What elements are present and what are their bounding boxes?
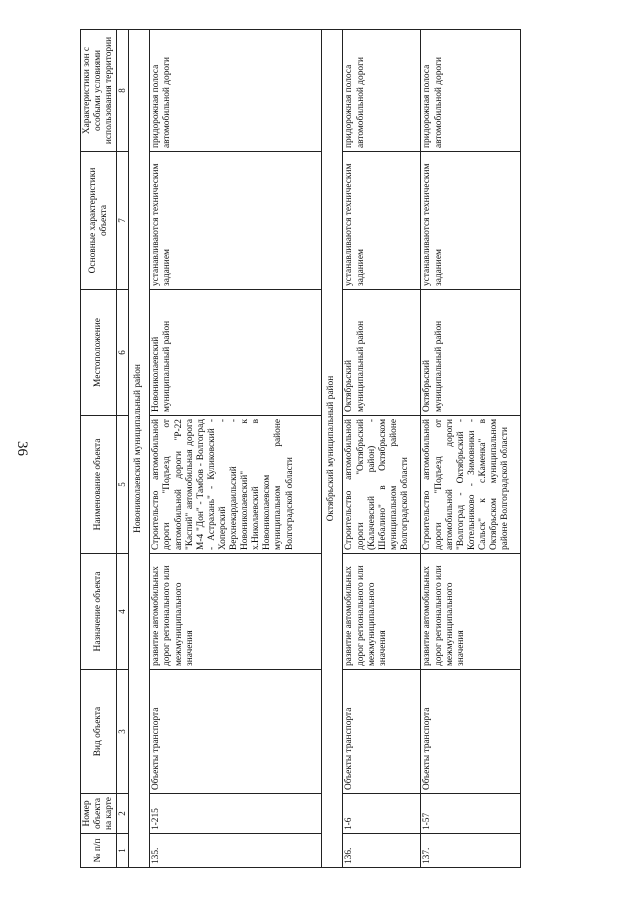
rotated-page-content [80,30,632,868]
object-name: Строительство автомобильной дороги "Подъезд от автомобильной дороги "Р-22 "Каспий" автомобильная дорога М-4 "Дон" - Тамбов - Волгоград - Астрахань" - Куликовский - Хоперский - Верхнекардаильский - Новониколаевский" к х.Николаевский в Новониколаевском муниципальном районе Волгоградской области [150,416,322,554]
zone-characteristics: придорожная полоса автомобильной дороги [421,30,521,152]
objects-register-table [80,29,521,868]
object-kind: Объекты транспорта [150,670,322,794]
column-number: 7 [117,152,129,290]
object-characteristics: устанавливаются техническим заданием [343,152,421,290]
table-row [343,30,421,868]
object-purpose: развитие автомобильных дорог регионального или межмуниципального значения [343,554,421,670]
column-number: 5 [117,416,129,554]
object-location: Октябрьский муниципальный район [343,290,421,416]
section-heading-row [322,30,343,868]
header-cell: Основные характеристики объекта [81,152,117,290]
object-characteristics: устанавливаются техническим заданием [150,152,322,290]
map-object-number: 1-57 [421,794,521,834]
row-number: 135. [150,834,322,868]
object-kind: Объекты транспорта [421,670,521,794]
header-cell: Характеристики зон с особыми условиями использования территории [81,30,117,152]
column-number: 8 [117,30,129,152]
page-number: 36 [14,441,30,456]
header-cell: Назначение объекта [81,554,117,670]
row-number: 136. [343,834,421,868]
header-cell: Наименование объекта [81,416,117,554]
object-kind: Объекты транспорта [343,670,421,794]
column-number: 2 [117,794,129,834]
table-row [150,30,322,868]
column-numbers-row [117,30,129,868]
header-cell: Местоположение [81,290,117,416]
object-name: Строительство автомобильной дороги "Октябрьский (Калачевский район) - Шебалино" в Октябрьском муниципальном районе Волгоградской области [343,416,421,554]
zone-characteristics: придорожная полоса автомобильной дороги [343,30,421,152]
object-characteristics: устанавливаются техническим заданием [421,152,521,290]
map-object-number: 1-215 [150,794,322,834]
header-cell: № п/п [81,834,117,868]
object-name: Строительство автомобильной дороги "Подъезд от автомобильной дороги "Волгоград - Октябрьский - Котельниково - Зимовники - Сальск" к с.Каменка" в Октябрьском муниципальном районе Волгоградской области [421,416,521,554]
column-number: 3 [117,670,129,794]
object-location: Октябрьский муниципальный район [421,290,521,416]
zone-characteristics: придорожная полоса автомобильной дороги [150,30,322,152]
header-cell: Номер объекта на карте [81,794,117,834]
column-number: 6 [117,290,129,416]
row-number: 137. [421,834,521,868]
section-heading-row [129,30,150,868]
column-number: 4 [117,554,129,670]
table-header-row [81,30,117,868]
table-row [421,30,521,868]
object-purpose: развитие автомобильных дорог регионального или межмуниципального значения [150,554,322,670]
section-title: Октябрьский муниципальный район [322,30,343,868]
object-purpose: развитие автомобильных дорог регионального или межмуниципального значения [421,554,521,670]
section-title: Новониколаевский муниципальный район [129,30,150,868]
header-cell: Вид объекта [81,670,117,794]
object-location: Новониколаевский муниципальный район [150,290,322,416]
map-object-number: 1-6 [343,794,421,834]
column-number: 1 [117,834,129,868]
